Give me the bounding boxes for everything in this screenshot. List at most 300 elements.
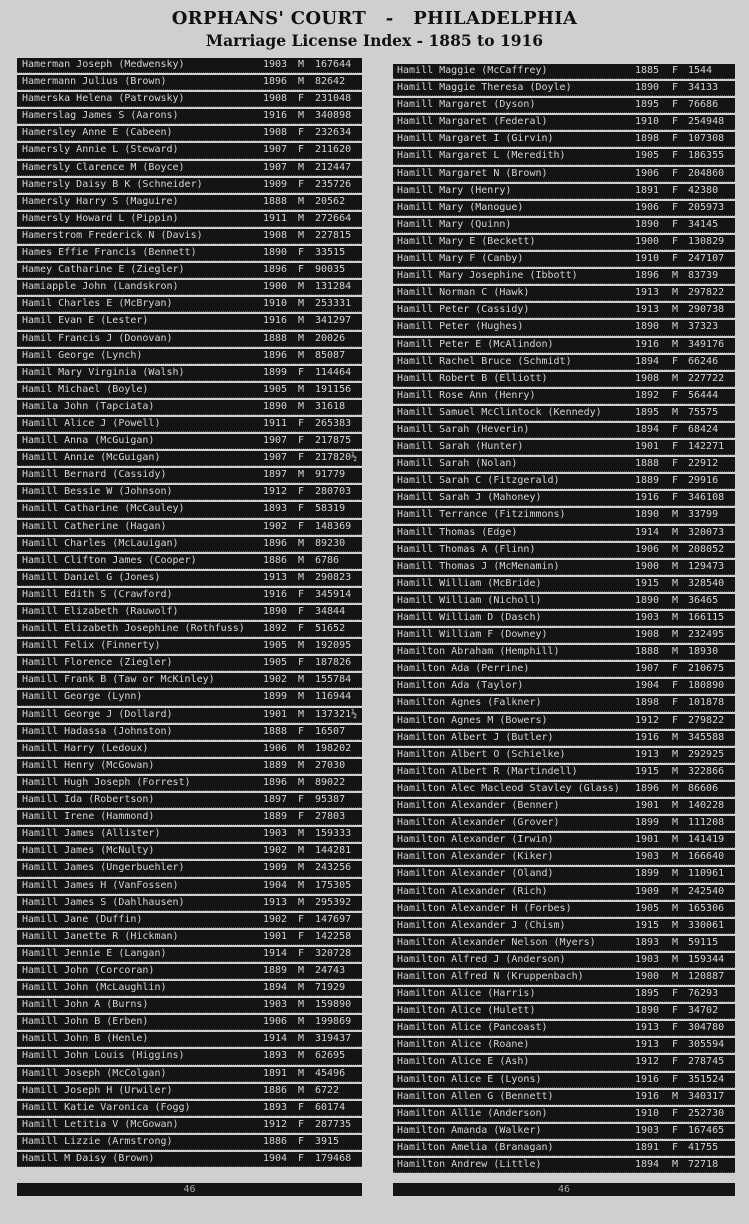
- entry-name: Hamilton Alice (Hulett): [397, 1005, 536, 1017]
- entry-year: 1916: [635, 492, 660, 504]
- index-entry: [393, 594, 735, 609]
- entry-name: Hamermann Julius (Brown): [22, 76, 167, 88]
- index-entry: [393, 1073, 735, 1088]
- index-entry: [17, 810, 362, 825]
- entry-name: Hamill Sarah C (Fitzgerald): [397, 475, 560, 487]
- entry-sex: M: [298, 776, 305, 788]
- entry-year: 1896: [263, 776, 288, 788]
- entry-sex: M: [298, 212, 305, 224]
- entry-sex: F: [672, 1124, 679, 1136]
- entry-year: 1898: [635, 697, 660, 709]
- entry-year: 1909: [263, 178, 288, 190]
- entry-name: Hamill William F (Downey): [397, 629, 548, 641]
- entry-license-number: 18930: [688, 646, 719, 658]
- entry-name: Hamill Mary Josephine (Ibbott): [397, 270, 578, 282]
- index-entry: [17, 554, 362, 569]
- entry-year: 1893: [263, 1050, 288, 1062]
- entry-license-number: 346108: [688, 492, 725, 504]
- index-entry: [393, 1038, 735, 1053]
- index-entry: [393, 355, 735, 370]
- entry-sex: M: [672, 612, 679, 623]
- entry-sex: F: [298, 178, 305, 190]
- entry-name: Hamersly Daisy B K (Schneider): [22, 178, 203, 190]
- entry-license-number: 217820½: [315, 452, 358, 464]
- index-entry: [17, 708, 362, 723]
- entry-year: 1913: [635, 1022, 660, 1034]
- entry-name: Hamilton Abraham (Hemphill): [397, 646, 560, 658]
- entry-license-number: 252730: [688, 1107, 725, 1119]
- entry-license-number: 51652: [315, 623, 346, 635]
- entry-license-number: 211620: [315, 144, 352, 156]
- entry-sex: F: [672, 150, 679, 162]
- entry-year: 1912: [263, 486, 288, 498]
- entry-license-number: 1544: [688, 65, 713, 76]
- entry-name: Hamilton Alexander Nelson (Myers): [397, 936, 596, 948]
- entry-name: Hamill Jane (Duffin): [22, 913, 143, 925]
- entry-year: 1908: [635, 629, 660, 641]
- entry-sex: M: [298, 537, 305, 549]
- entry-name: Hamilton Allie (Anderson): [397, 1107, 548, 1119]
- index-entry: [393, 474, 735, 489]
- entry-name: Hamil Evan E (Lester): [22, 315, 149, 327]
- entry-license-number: 328540: [688, 577, 725, 589]
- entry-license-number: 131284: [315, 281, 352, 293]
- entry-sex: M: [672, 902, 679, 914]
- entry-sex: M: [298, 845, 305, 857]
- entry-name: Hamill Thomas (Edge): [397, 526, 518, 538]
- entry-name: Hamerman Joseph (Medwensky): [22, 59, 185, 70]
- index-entry: [17, 964, 362, 979]
- entry-license-number: 6722: [315, 1084, 340, 1096]
- entry-sex: F: [298, 435, 305, 447]
- entry-license-number: 179468: [315, 1153, 352, 1164]
- entry-name: Hamersly Howard L (Pippin): [22, 212, 179, 224]
- index-entry: [393, 662, 735, 677]
- entry-year: 1916: [635, 731, 660, 743]
- index-entry: [17, 502, 362, 517]
- entry-sex: F: [672, 1022, 679, 1034]
- entry-sex: F: [672, 492, 679, 504]
- entry-year: 1913: [635, 1039, 660, 1051]
- entry-license-number: 83739: [688, 270, 719, 282]
- entry-name: Hamill James H (VanFossen): [22, 879, 179, 891]
- index-entry: [393, 1055, 735, 1070]
- index-entry: [393, 765, 735, 780]
- entry-license-number: 247107: [688, 253, 725, 265]
- entry-license-number: 90035: [315, 264, 346, 276]
- entry-sex: F: [298, 657, 305, 669]
- entry-year: 1912: [635, 1056, 660, 1068]
- entry-license-number: 6786: [315, 554, 340, 566]
- entry-sex: M: [298, 1033, 305, 1045]
- entry-license-number: 20026: [315, 332, 346, 344]
- entry-license-number: 33799: [688, 509, 719, 521]
- index-entry: [393, 115, 735, 130]
- entry-license-number: 351524: [688, 1073, 725, 1085]
- entry-name: Hamill John Louis (Higgins): [22, 1050, 185, 1062]
- index-entry: [393, 628, 735, 643]
- index-entry: [393, 577, 735, 592]
- entry-license-number: 199869: [315, 1016, 352, 1028]
- entry-year: 1906: [263, 1016, 288, 1028]
- entry-name: Hamilton Alexander (Benner): [397, 800, 560, 812]
- entry-sex: M: [672, 594, 679, 606]
- index-entry: [17, 1067, 362, 1082]
- entry-year: 1893: [635, 936, 660, 948]
- entry-sex: M: [298, 742, 305, 754]
- entry-name: Hamilton Alice E (Ash): [397, 1056, 530, 1068]
- entry-license-number: 205973: [688, 201, 725, 213]
- index-entry: [17, 639, 362, 654]
- entry-year: 1890: [635, 509, 660, 521]
- entry-sex: F: [672, 475, 679, 487]
- entry-name: Hamerska Helena (Patrowsky): [22, 93, 185, 105]
- entry-sex: M: [298, 298, 305, 310]
- index-entry: [393, 1090, 735, 1105]
- entry-year: 1901: [263, 930, 288, 942]
- entry-year: 1901: [635, 441, 660, 453]
- entry-name: Hamilton Alice E (Lyons): [397, 1073, 542, 1085]
- index-entry: [393, 1124, 735, 1139]
- entry-sex: M: [672, 953, 679, 965]
- entry-license-number: 297822: [688, 287, 725, 299]
- entry-year: 1902: [263, 845, 288, 857]
- entry-sex: M: [672, 1159, 679, 1170]
- entry-year: 1911: [263, 417, 288, 429]
- entry-name: Hamilton Alec Macleod Stavley (Glass): [397, 782, 620, 794]
- entry-name: Hamill Ida (Robertson): [22, 794, 155, 806]
- entry-sex: M: [672, 509, 679, 521]
- entry-name: Hamill Daniel G (Jones): [22, 571, 161, 583]
- entry-name: Hamill Edith S (Crawford): [22, 588, 173, 600]
- entry-year: 1916: [263, 588, 288, 600]
- index-entry: [17, 1049, 362, 1064]
- index-entry: [17, 1135, 362, 1150]
- entry-name: Hamil Mary Virginia (Walsh): [22, 366, 185, 378]
- entry-year: 1911: [263, 212, 288, 224]
- entry-name: Hamill Margaret I (Girvin): [397, 133, 554, 145]
- entry-name: Hamilton Albert J (Butler): [397, 731, 554, 743]
- index-entry: [393, 987, 735, 1002]
- entry-year: 1904: [263, 879, 288, 891]
- entry-sex: M: [298, 896, 305, 908]
- entry-license-number: 85087: [315, 349, 346, 361]
- entry-sex: M: [672, 851, 679, 863]
- entry-name: Hamill George (Lynn): [22, 691, 143, 703]
- entry-license-number: 349176: [688, 338, 725, 350]
- entry-name: Hamila John (Tapciata): [22, 400, 155, 412]
- entry-sex: M: [298, 400, 305, 412]
- entry-license-number: 210675: [688, 663, 725, 675]
- index-entry: [393, 81, 735, 96]
- index-entry: [393, 406, 735, 421]
- entry-license-number: 175305: [315, 879, 352, 891]
- entry-sex: M: [672, 372, 679, 384]
- entry-year: 1896: [263, 264, 288, 276]
- entry-name: Hamill M Daisy (Brown): [22, 1153, 155, 1164]
- index-entry: [17, 896, 362, 911]
- entry-license-number: 232495: [688, 629, 725, 641]
- entry-license-number: 192095: [315, 640, 352, 652]
- index-entry: [393, 645, 735, 660]
- entry-license-number: 159333: [315, 828, 352, 840]
- index-entry: [17, 656, 362, 671]
- index-column-right: [393, 64, 735, 1175]
- entry-year: 1902: [263, 674, 288, 686]
- index-entry: [17, 229, 362, 244]
- entry-year: 1916: [635, 338, 660, 350]
- entry-license-number: 198202: [315, 742, 352, 754]
- entry-license-number: 22912: [688, 458, 719, 470]
- entry-sex: M: [298, 315, 305, 327]
- entry-sex: F: [672, 82, 679, 94]
- entry-license-number: 253331: [315, 298, 352, 310]
- entry-name: Hamill George J (Dollard): [22, 708, 173, 720]
- entry-sex: M: [672, 270, 679, 282]
- entry-name: Hamill Sarah J (Mahoney): [397, 492, 542, 504]
- entry-sex: M: [298, 76, 305, 88]
- entry-year: 1900: [263, 281, 288, 293]
- entry-year: 1906: [263, 742, 288, 754]
- entry-name: Hamill James (Allister): [22, 828, 161, 840]
- entry-license-number: 265383: [315, 417, 352, 429]
- entry-sex: F: [672, 697, 679, 709]
- index-entry: [393, 867, 735, 882]
- entry-year: 1904: [263, 1153, 288, 1164]
- entry-sex: M: [298, 195, 305, 207]
- index-entry: [393, 748, 735, 763]
- entry-name: Hamill Peter E (McAlindon): [397, 338, 554, 350]
- entry-name: Hamill Katie Varonica (Fogg): [22, 1101, 191, 1113]
- entry-year: 1899: [635, 868, 660, 880]
- entry-license-number: 167465: [688, 1124, 725, 1136]
- entry-sex: F: [298, 486, 305, 498]
- entry-license-number: 278745: [688, 1056, 725, 1068]
- entry-name: Hames Effie Francis (Bennett): [22, 247, 197, 259]
- entry-year: 1903: [263, 999, 288, 1011]
- index-entry: [393, 132, 735, 147]
- entry-license-number: 76686: [688, 99, 719, 111]
- entry-name: Hamilton Alexander H (Forbes): [397, 902, 572, 914]
- index-entry: [17, 605, 362, 620]
- entry-year: 1905: [635, 902, 660, 914]
- entry-license-number: 27803: [315, 811, 346, 823]
- entry-sex: M: [298, 1050, 305, 1062]
- entry-license-number: 58319: [315, 503, 346, 515]
- entry-sex: F: [672, 133, 679, 145]
- entry-year: 1888: [635, 458, 660, 470]
- entry-sex: M: [672, 287, 679, 299]
- index-column-left: [17, 58, 362, 1169]
- entry-license-number: 290823: [315, 571, 352, 583]
- entry-year: 1906: [635, 543, 660, 555]
- entry-year: 1892: [635, 389, 660, 401]
- index-entry: [17, 297, 362, 312]
- entry-year: 1901: [263, 708, 288, 720]
- entry-license-number: 29916: [688, 475, 719, 487]
- entry-year: 1913: [263, 571, 288, 583]
- index-entry: [17, 947, 362, 962]
- entry-name: Hamill Samuel McClintock (Kennedy): [397, 406, 602, 418]
- entry-license-number: 34145: [688, 218, 719, 230]
- entry-year: 1895: [635, 99, 660, 111]
- index-entry: [393, 611, 735, 626]
- index-entry: [17, 827, 362, 842]
- entry-year: 1901: [635, 834, 660, 846]
- entry-license-number: 166640: [688, 851, 725, 863]
- entry-license-number: 37323: [688, 321, 719, 333]
- entry-year: 1888: [263, 195, 288, 207]
- index-entry: [393, 885, 735, 900]
- index-entry: [393, 372, 735, 387]
- entry-sex: M: [298, 161, 305, 173]
- entry-sex: M: [672, 936, 679, 948]
- entry-year: 1894: [263, 982, 288, 994]
- entry-sex: M: [298, 759, 305, 771]
- entry-year: 1913: [635, 748, 660, 760]
- entry-license-number: 235726: [315, 178, 352, 190]
- entry-year: 1888: [263, 725, 288, 737]
- index-entry: [17, 468, 362, 483]
- entry-year: 1891: [263, 1067, 288, 1079]
- index-entry: [17, 622, 362, 637]
- entry-year: 1913: [263, 896, 288, 908]
- entry-name: Hamilton Alice (Pancoast): [397, 1022, 548, 1034]
- entry-year: 1907: [635, 663, 660, 675]
- entry-sex: M: [672, 885, 679, 897]
- index-entry: [17, 1152, 362, 1167]
- entry-name: Hamill Letitia V (McGowan): [22, 1118, 179, 1130]
- entry-license-number: 82642: [315, 76, 346, 88]
- entry-sex: F: [672, 116, 679, 128]
- entry-sex: F: [298, 264, 305, 276]
- entry-name: Hamill Sarah (Hunter): [397, 441, 524, 453]
- entry-sex: F: [298, 1101, 305, 1113]
- entry-name: Hamill William (Nicholl): [397, 594, 542, 606]
- entry-sex: F: [672, 1039, 679, 1051]
- entry-year: 1890: [263, 400, 288, 412]
- index-entry: [393, 457, 735, 472]
- entry-sex: F: [672, 218, 679, 230]
- index-entry: [17, 879, 362, 894]
- entry-sex: M: [672, 782, 679, 794]
- entry-license-number: 41755: [688, 1141, 719, 1153]
- entry-year: 1910: [635, 1107, 660, 1119]
- entry-license-number: 180890: [688, 680, 725, 692]
- entry-year: 1908: [263, 93, 288, 105]
- entry-year: 1888: [635, 646, 660, 658]
- index-entry: [17, 195, 362, 210]
- entry-license-number: 191156: [315, 383, 352, 395]
- entry-year: 1896: [263, 76, 288, 88]
- entry-year: 1908: [635, 372, 660, 384]
- entry-year: 1895: [635, 988, 660, 1000]
- index-entry: [17, 126, 362, 141]
- entry-name: Hamill James (Ungerbuehler): [22, 862, 185, 874]
- entry-sex: F: [298, 725, 305, 737]
- entry-license-number: 24743: [315, 964, 346, 976]
- entry-sex: F: [298, 588, 305, 600]
- entry-year: 1894: [635, 1159, 660, 1170]
- entry-sex: F: [298, 366, 305, 378]
- entry-license-number: 280703: [315, 486, 352, 498]
- index-entry: [17, 434, 362, 449]
- entry-sex: F: [298, 247, 305, 259]
- entry-name: Hamill Henry (McGowan): [22, 759, 155, 771]
- entry-license-number: 217875: [315, 435, 352, 447]
- entry-name: Hamill Elizabeth Josephine (Rothfuss): [22, 623, 245, 635]
- entry-year: 1890: [635, 594, 660, 606]
- entry-name: Hamerslag James S (Aarons): [22, 110, 179, 122]
- index-entry: [393, 902, 735, 917]
- entry-name: Hamersley Anne E (Cabeen): [22, 127, 173, 139]
- entry-name: Hamill Janette R (Hickman): [22, 930, 179, 942]
- entry-name: Hamersly Harry S (Maguire): [22, 195, 179, 207]
- entry-license-number: 187826: [315, 657, 352, 669]
- entry-year: 1896: [635, 270, 660, 282]
- index-entry: [393, 799, 735, 814]
- entry-name: Hamilton Alexander (Kiker): [397, 851, 554, 863]
- entry-name: Hamilton Alice (Harris): [397, 988, 536, 1000]
- entry-name: Hamill Margaret (Federal): [397, 116, 548, 128]
- entry-name: Hamill Sarah (Nolan): [397, 458, 518, 470]
- entry-name: Hamil Michael (Boyle): [22, 383, 149, 395]
- index-entry: [17, 861, 362, 876]
- index-entry: [17, 998, 362, 1013]
- entry-year: 1893: [263, 1101, 288, 1113]
- entry-sex: F: [672, 201, 679, 213]
- entry-sex: F: [672, 441, 679, 453]
- entry-year: 1916: [635, 1090, 660, 1102]
- entry-name: Hamey Catharine E (Ziegler): [22, 264, 185, 276]
- entry-name: Hamill Thomas A (Flinn): [397, 543, 536, 555]
- index-entry: [17, 75, 362, 90]
- entry-sex: M: [672, 646, 679, 658]
- entry-license-number: 34133: [688, 82, 719, 94]
- entry-license-number: 144281: [315, 845, 352, 857]
- entry-sex: F: [672, 1073, 679, 1085]
- index-entry: [17, 1015, 362, 1030]
- entry-license-number: 167644: [315, 59, 352, 70]
- entry-year: 1912: [635, 714, 660, 726]
- entry-sex: M: [298, 571, 305, 583]
- entry-license-number: 116944: [315, 691, 352, 703]
- entry-license-number: 204860: [688, 167, 725, 179]
- entry-sex: F: [672, 423, 679, 435]
- entry-sex: M: [672, 765, 679, 777]
- entry-name: Hamersly Annie L (Steward): [22, 144, 179, 156]
- index-entry: [17, 92, 362, 107]
- index-entry: [17, 109, 362, 124]
- entry-sex: M: [298, 674, 305, 686]
- index-entry: [17, 793, 362, 808]
- entry-name: Hamill Mary (Quinn): [397, 218, 512, 230]
- index-entry: [393, 714, 735, 729]
- index-entry: [393, 936, 735, 951]
- entry-year: 1902: [263, 520, 288, 532]
- entry-license-number: 345588: [688, 731, 725, 743]
- entry-license-number: 159344: [688, 953, 725, 965]
- entry-year: 1903: [263, 828, 288, 840]
- entry-sex: M: [298, 469, 305, 481]
- entry-sex: F: [298, 144, 305, 156]
- entry-license-number: 110961: [688, 868, 725, 880]
- entry-sex: F: [672, 184, 679, 196]
- entry-sex: F: [298, 913, 305, 925]
- entry-license-number: 208052: [688, 543, 725, 555]
- entry-year: 1900: [635, 970, 660, 982]
- entry-year: 1889: [263, 964, 288, 976]
